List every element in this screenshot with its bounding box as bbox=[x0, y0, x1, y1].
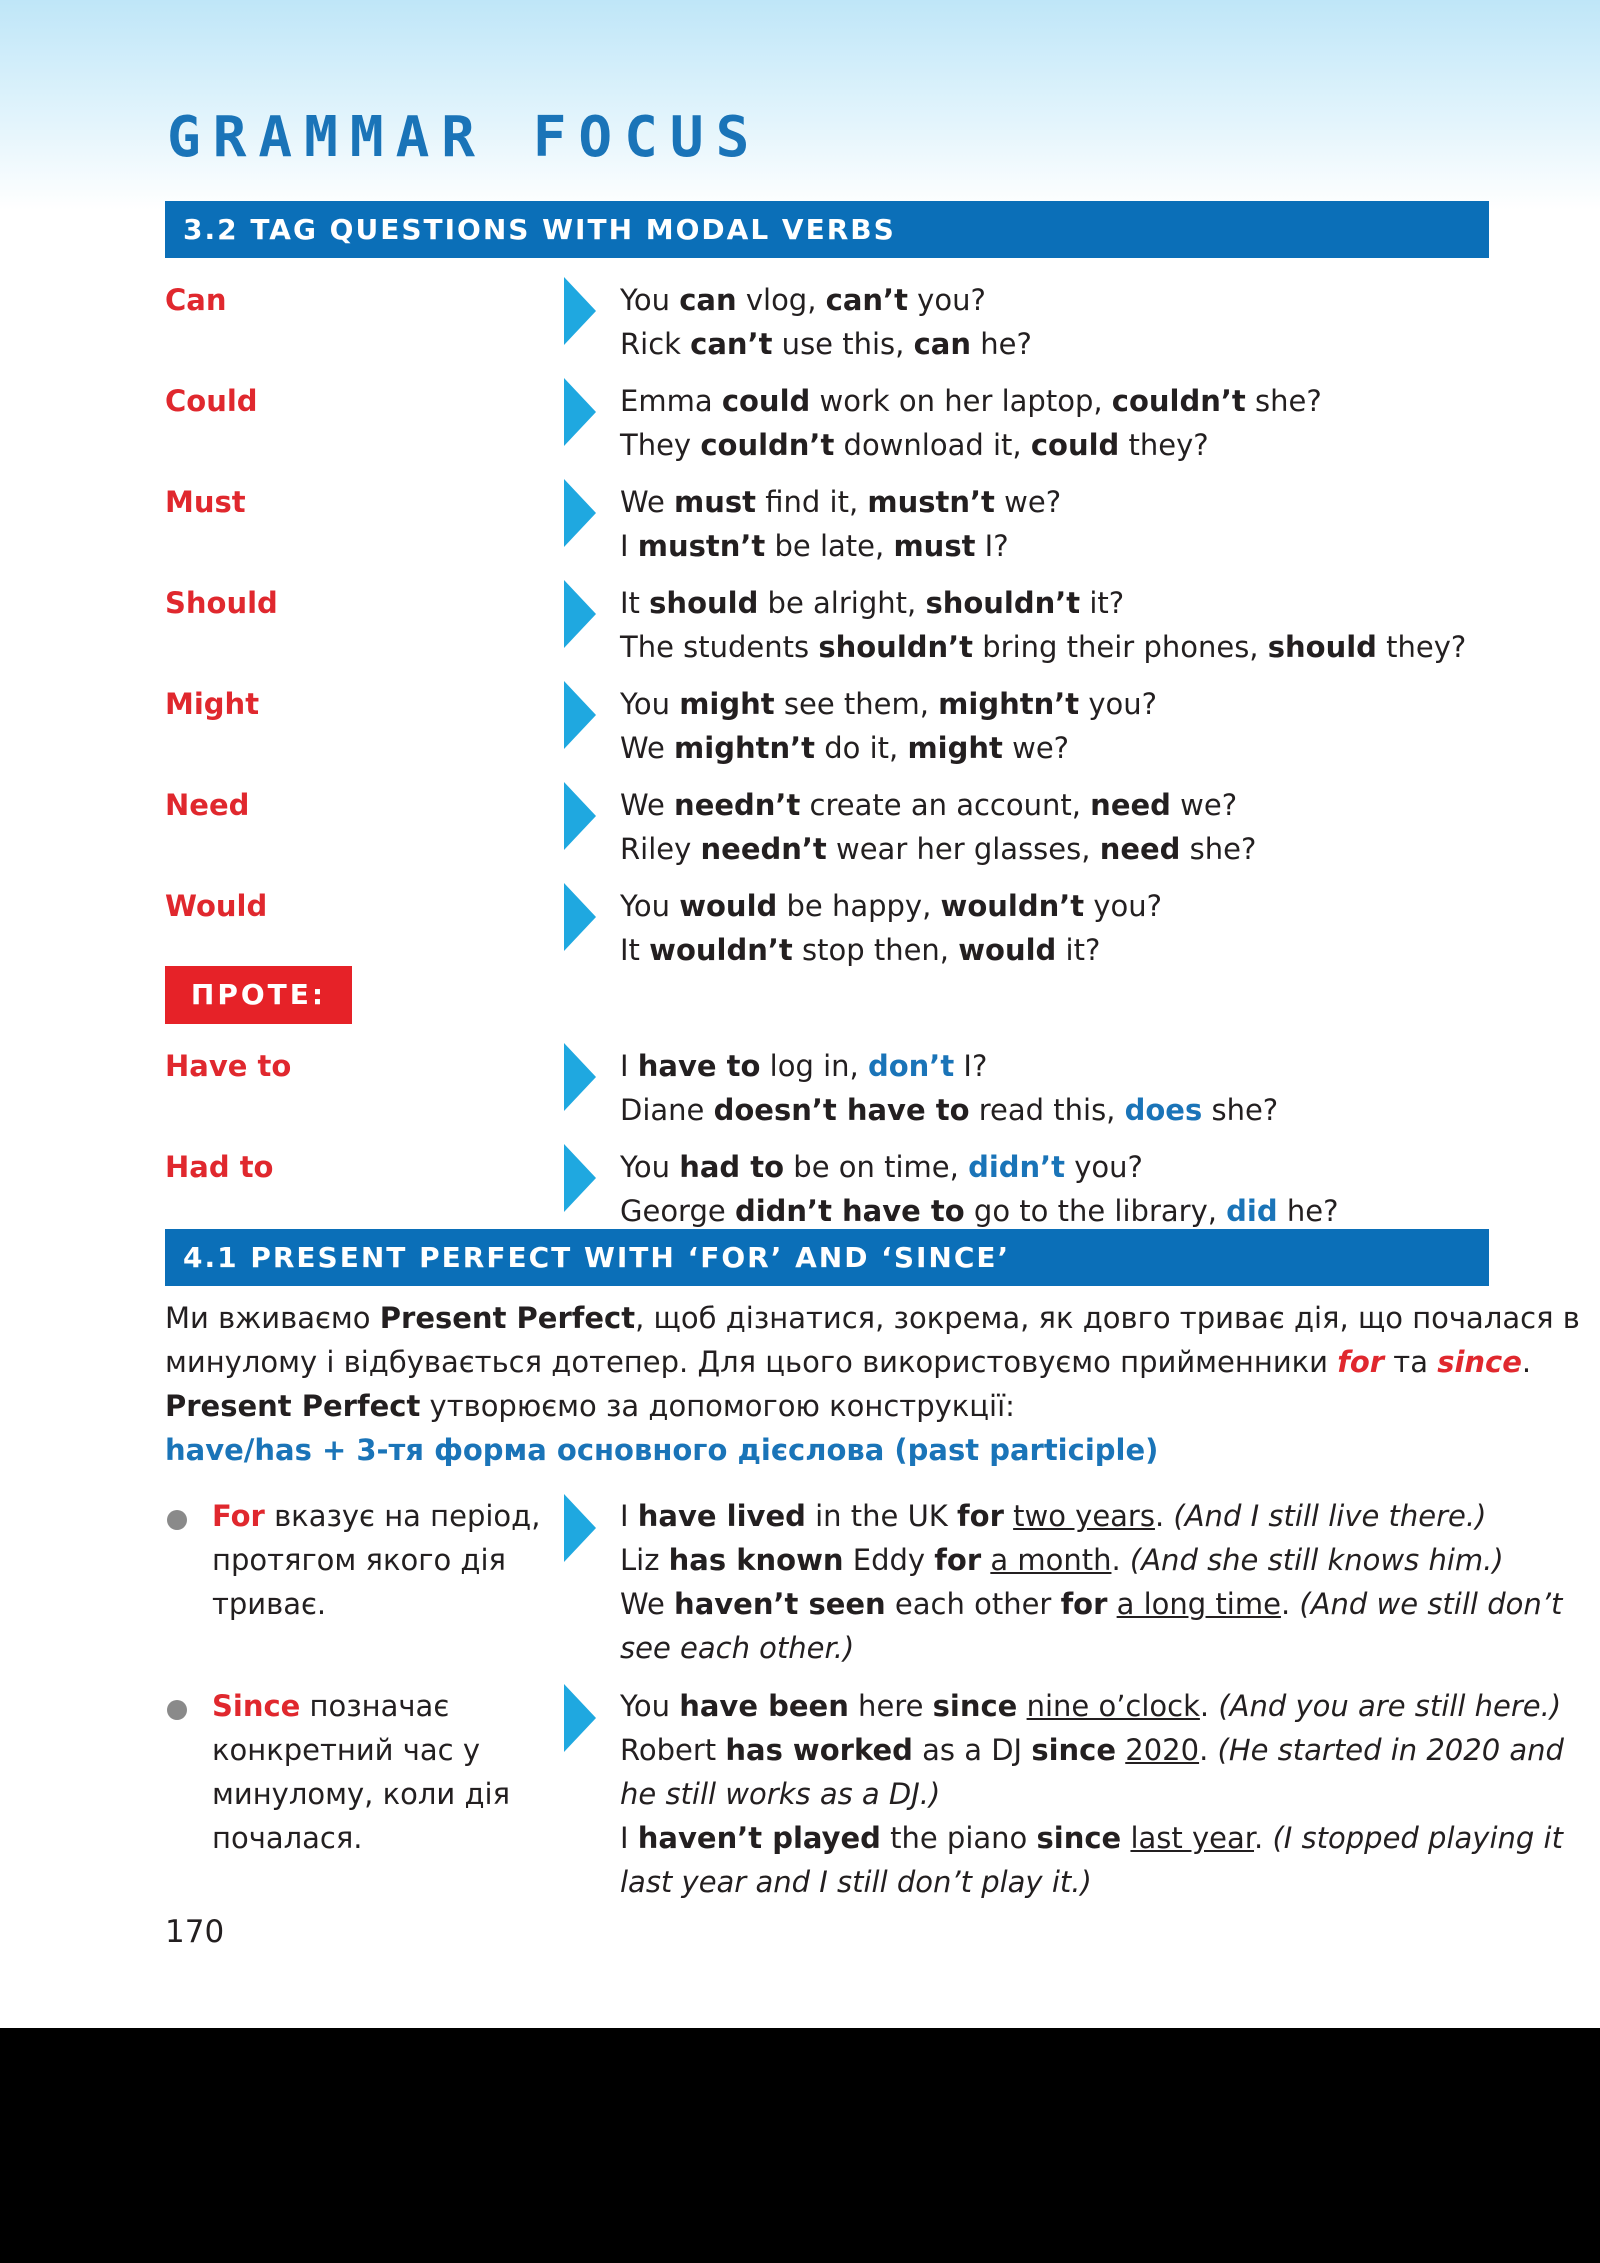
arrow-icon bbox=[564, 883, 596, 951]
text-segment: can’t bbox=[825, 283, 908, 317]
page-number: 170 bbox=[165, 1914, 225, 1950]
text-segment: Present Perfect bbox=[379, 1301, 636, 1335]
text-segment: You bbox=[620, 283, 680, 317]
text-segment: (And we still don’t bbox=[1299, 1587, 1563, 1621]
text-segment: does bbox=[1124, 1093, 1203, 1127]
example-sentence bbox=[620, 1728, 1564, 1772]
text-segment: (And you are still here.) bbox=[1218, 1689, 1562, 1723]
text-segment: . bbox=[1199, 1733, 1218, 1767]
text-segment: утворюємо за допомогою конструкції: bbox=[420, 1389, 1015, 1423]
text-segment: та bbox=[1384, 1345, 1438, 1379]
text-segment: use this, bbox=[772, 327, 914, 361]
text-segment: mustn’t bbox=[637, 529, 766, 563]
text-segment: We bbox=[620, 485, 675, 519]
text-segment: she? bbox=[1180, 832, 1257, 866]
usage-description bbox=[212, 1494, 540, 1538]
text-segment: (And I still live there.) bbox=[1173, 1499, 1487, 1533]
text-segment: , щоб дізнатися, зокрема, як довго триває дія, що почалася в bbox=[635, 1301, 1580, 1335]
text-segment: be happy, bbox=[777, 889, 941, 923]
text-segment: can bbox=[679, 283, 737, 317]
text-segment: he still works as a DJ.) bbox=[620, 1777, 941, 1811]
text-segment: 2020 bbox=[1125, 1733, 1200, 1767]
example-sentence bbox=[620, 1189, 1338, 1233]
text-segment: for bbox=[1060, 1587, 1108, 1621]
text-segment: we? bbox=[994, 485, 1062, 519]
text-segment: Eddy bbox=[843, 1543, 935, 1577]
example-sentence bbox=[620, 1494, 1486, 1538]
modal-label: Had to bbox=[165, 1150, 274, 1184]
arrow-icon bbox=[564, 479, 596, 547]
text-segment: download it, bbox=[834, 428, 1031, 462]
text-segment: must bbox=[893, 529, 976, 563]
modal-label: Should bbox=[165, 586, 278, 620]
text-segment: for bbox=[1337, 1345, 1385, 1379]
text-segment: they? bbox=[1376, 630, 1467, 664]
text-segment: George bbox=[620, 1194, 735, 1228]
text-segment: You bbox=[620, 1689, 680, 1723]
text-segment: I? bbox=[954, 1049, 988, 1083]
text-segment: she? bbox=[1245, 384, 1322, 418]
example-sentence bbox=[620, 379, 1322, 423]
text-segment: since bbox=[1031, 1733, 1117, 1767]
text-segment: bring their phones, bbox=[973, 630, 1268, 664]
text-segment: doesn’t have to bbox=[713, 1093, 970, 1127]
text-segment: Rick bbox=[620, 327, 691, 361]
arrow-icon bbox=[564, 1043, 596, 1111]
text-segment: I bbox=[620, 1049, 638, 1083]
text-segment: work on her laptop, bbox=[810, 384, 1112, 418]
usage-description bbox=[212, 1538, 506, 1582]
text-segment: she? bbox=[1202, 1093, 1279, 1127]
example-sentence bbox=[620, 1044, 987, 1088]
text-segment: be alright, bbox=[758, 586, 926, 620]
text-segment: in the UK bbox=[805, 1499, 958, 1533]
bullet-icon bbox=[167, 1700, 187, 1720]
text-segment: can bbox=[913, 327, 971, 361]
arrow-icon bbox=[564, 378, 596, 446]
text-segment: find it, bbox=[756, 485, 868, 519]
usage-description bbox=[212, 1728, 480, 1772]
example-sentence bbox=[620, 423, 1209, 467]
text-segment: last year bbox=[1130, 1821, 1255, 1855]
example-sentence bbox=[620, 1538, 1504, 1582]
text-segment: I bbox=[620, 529, 638, 563]
text-segment: We bbox=[620, 788, 675, 822]
text-segment: . bbox=[1254, 1821, 1273, 1855]
text-segment: do it, bbox=[815, 731, 908, 765]
text-segment: couldn’t bbox=[1111, 384, 1246, 418]
text-segment: could bbox=[721, 384, 811, 418]
text-segment: Riley bbox=[620, 832, 701, 866]
text-segment: we? bbox=[1002, 731, 1070, 765]
text-segment: We bbox=[620, 1587, 675, 1621]
text-segment: as a DJ bbox=[912, 1733, 1032, 1767]
example-sentence bbox=[620, 1626, 854, 1670]
text-segment: can’t bbox=[690, 327, 773, 361]
text-segment bbox=[1017, 1689, 1026, 1723]
text-segment: since bbox=[1437, 1345, 1522, 1379]
usage-description bbox=[212, 1684, 449, 1728]
text-segment: had to bbox=[679, 1150, 785, 1184]
text-segment: don’t bbox=[867, 1049, 955, 1083]
text-segment: Liz bbox=[620, 1543, 669, 1577]
text-segment: each other bbox=[885, 1587, 1061, 1621]
text-segment: конкретний час у bbox=[212, 1733, 480, 1767]
text-segment: might bbox=[907, 731, 1003, 765]
text-segment: haven’t played bbox=[637, 1821, 881, 1855]
text-segment: must bbox=[674, 485, 757, 519]
example-sentence bbox=[620, 1772, 940, 1816]
text-segment: wear her glasses, bbox=[826, 832, 1100, 866]
example-sentence bbox=[620, 480, 1061, 524]
text-segment: . bbox=[1521, 1345, 1532, 1379]
text-segment: You bbox=[620, 1150, 680, 1184]
text-segment: Present Perfect bbox=[165, 1389, 421, 1423]
text-segment: has worked bbox=[725, 1733, 913, 1767]
text-segment bbox=[1004, 1499, 1013, 1533]
text-segment: be late, bbox=[765, 529, 894, 563]
text-segment: last year and I still don’t play it.) bbox=[620, 1865, 1092, 1899]
text-segment: has known bbox=[668, 1543, 844, 1577]
text-segment: need bbox=[1099, 832, 1181, 866]
text-segment: should bbox=[1267, 630, 1377, 664]
text-segment: (He started in 2020 and bbox=[1217, 1733, 1564, 1767]
text-segment: you? bbox=[1084, 889, 1163, 923]
text-segment: We bbox=[620, 731, 675, 765]
example-sentence bbox=[620, 278, 986, 322]
text-segment: be on time, bbox=[784, 1150, 969, 1184]
arrow-icon bbox=[564, 1494, 596, 1562]
text-segment: (I stopped playing it bbox=[1272, 1821, 1563, 1855]
intro-line bbox=[165, 1384, 1015, 1428]
text-segment: it? bbox=[1056, 933, 1101, 967]
arrow-icon bbox=[564, 277, 596, 345]
text-segment: shouldn’t bbox=[818, 630, 974, 664]
text-segment: a month bbox=[990, 1543, 1112, 1577]
usage-description bbox=[212, 1816, 363, 1860]
text-segment: For bbox=[212, 1499, 265, 1533]
text-segment: nine o’clock bbox=[1026, 1689, 1200, 1723]
page-title: GRAMMAR FOCUS bbox=[167, 105, 762, 170]
text-segment: It bbox=[620, 586, 650, 620]
text-segment: have been bbox=[679, 1689, 849, 1723]
text-segment: . bbox=[1199, 1689, 1219, 1723]
text-segment: create an account, bbox=[800, 788, 1091, 822]
text-segment: I bbox=[620, 1821, 638, 1855]
text-segment: Ми вживаємо bbox=[165, 1301, 380, 1335]
text-segment: The students bbox=[620, 630, 819, 664]
modal-label: Would bbox=[165, 889, 268, 923]
text-segment: You bbox=[620, 889, 680, 923]
text-segment: it? bbox=[1080, 586, 1125, 620]
text-segment: . bbox=[1111, 1543, 1130, 1577]
example-sentence bbox=[620, 682, 1157, 726]
modal-label: Might bbox=[165, 687, 260, 721]
text-segment: a long time bbox=[1116, 1587, 1281, 1621]
text-segment: he? bbox=[971, 327, 1032, 361]
text-segment: might bbox=[679, 687, 775, 721]
example-sentence bbox=[620, 1582, 1562, 1626]
text-segment: It bbox=[620, 933, 650, 967]
text-segment: stop then, bbox=[792, 933, 959, 967]
modal-label: Can bbox=[165, 283, 227, 317]
arrow-icon bbox=[564, 681, 596, 749]
text-segment: didn’t have to bbox=[734, 1194, 965, 1228]
example-sentence bbox=[620, 726, 1069, 770]
modal-label: Must bbox=[165, 485, 246, 519]
example-sentence bbox=[620, 524, 1009, 568]
example-sentence bbox=[620, 625, 1466, 669]
text-segment: they? bbox=[1119, 428, 1209, 462]
example-sentence bbox=[620, 1088, 1278, 1132]
example-sentence bbox=[620, 1145, 1143, 1189]
text-segment: needn’t bbox=[674, 788, 801, 822]
usage-description bbox=[212, 1582, 326, 1626]
text-segment: have lived bbox=[637, 1499, 806, 1533]
usage-description bbox=[212, 1772, 510, 1816]
modal-label: Have to bbox=[165, 1049, 292, 1083]
text-segment: haven’t seen bbox=[674, 1587, 886, 1621]
example-sentence bbox=[620, 884, 1162, 928]
text-segment: need bbox=[1090, 788, 1171, 822]
text-segment: go to the library, bbox=[964, 1194, 1227, 1228]
text-segment: They bbox=[620, 428, 701, 462]
arrow-icon bbox=[564, 782, 596, 850]
text-segment: wouldn’t bbox=[940, 889, 1085, 923]
text-segment: I bbox=[620, 1499, 638, 1533]
section-heading-tag-questions: 3.2 TAG QUESTIONS WITH MODAL VERBS bbox=[165, 201, 1489, 258]
text-segment: here bbox=[848, 1689, 933, 1723]
text-segment: (And she still knows him.) bbox=[1129, 1543, 1504, 1577]
text-segment: couldn’t bbox=[700, 428, 835, 462]
text-segment: вказує на період, bbox=[264, 1499, 541, 1533]
modal-label: Need bbox=[165, 788, 250, 822]
text-segment: триває. bbox=[212, 1587, 327, 1621]
text-segment: почалася. bbox=[212, 1821, 363, 1855]
arrow-icon bbox=[564, 1684, 596, 1752]
text-segment: see each other.) bbox=[620, 1631, 855, 1665]
text-segment: would bbox=[679, 889, 778, 923]
text-segment: mustn’t bbox=[867, 485, 995, 519]
intro-line bbox=[165, 1340, 1531, 1384]
arrow-icon bbox=[564, 1144, 596, 1212]
text-segment: since bbox=[1036, 1821, 1122, 1855]
text-segment: did bbox=[1226, 1194, 1278, 1228]
text-segment bbox=[1116, 1733, 1125, 1767]
text-segment: two years bbox=[1013, 1499, 1155, 1533]
text-segment: you? bbox=[907, 283, 986, 317]
text-segment: Diane bbox=[620, 1093, 714, 1127]
text-segment: mightn’t bbox=[674, 731, 815, 765]
text-segment: read this, bbox=[969, 1093, 1125, 1127]
example-sentence bbox=[620, 827, 1256, 871]
text-segment: he? bbox=[1277, 1194, 1339, 1228]
text-segment: wouldn’t bbox=[649, 933, 793, 967]
text-segment: Since bbox=[212, 1689, 301, 1723]
example-sentence bbox=[620, 1684, 1561, 1728]
formula: have/has + 3-тя форма основного дієслова (past participle) bbox=[165, 1433, 1159, 1467]
text-segment: You bbox=[620, 687, 680, 721]
text-segment: you? bbox=[1079, 687, 1158, 721]
arrow-icon bbox=[564, 580, 596, 648]
modal-label: Could bbox=[165, 384, 258, 418]
example-sentence bbox=[620, 581, 1124, 625]
text-segment: минулому і відбувається дотепер. Для цього використовуємо прийменники bbox=[165, 1345, 1338, 1379]
text-segment: shouldn’t bbox=[925, 586, 1081, 620]
text-segment: . bbox=[1280, 1587, 1300, 1621]
text-segment: for bbox=[934, 1543, 982, 1577]
example-sentence bbox=[620, 928, 1100, 972]
text-segment: the piano bbox=[880, 1821, 1037, 1855]
text-segment: I? bbox=[975, 529, 1009, 563]
text-segment: could bbox=[1030, 428, 1120, 462]
text-segment: Robert bbox=[620, 1733, 726, 1767]
text-segment: минулому, коли дія bbox=[212, 1777, 511, 1811]
section-heading-present-perfect: 4.1 PRESENT PERFECT WITH ‘FOR’ AND ‘SINCE’ bbox=[165, 1229, 1489, 1286]
example-sentence bbox=[620, 1860, 1092, 1904]
text-segment: vlog, bbox=[736, 283, 826, 317]
text-segment: would bbox=[958, 933, 1057, 967]
text-segment: . bbox=[1154, 1499, 1174, 1533]
however-badge: ПРОТЕ: bbox=[165, 966, 352, 1024]
text-segment: should bbox=[649, 586, 759, 620]
text-segment: позначає bbox=[300, 1689, 450, 1723]
text-segment: mightn’t bbox=[938, 687, 1080, 721]
text-segment: for bbox=[957, 1499, 1004, 1533]
intro-line bbox=[165, 1296, 1580, 1340]
text-segment: Emma bbox=[620, 384, 722, 418]
text-segment: you? bbox=[1065, 1150, 1143, 1184]
text-segment: log in, bbox=[760, 1049, 868, 1083]
example-sentence bbox=[620, 322, 1032, 366]
text-segment: we? bbox=[1170, 788, 1238, 822]
text-segment: didn’t bbox=[968, 1150, 1066, 1184]
example-sentence bbox=[620, 783, 1237, 827]
text-segment bbox=[981, 1543, 990, 1577]
example-sentence bbox=[620, 1816, 1563, 1860]
text-segment: протягом якого дія bbox=[212, 1543, 506, 1577]
text-segment: since bbox=[932, 1689, 1018, 1723]
bullet-icon bbox=[167, 1510, 187, 1530]
text-segment: needn’t bbox=[700, 832, 827, 866]
text-segment: have to bbox=[637, 1049, 761, 1083]
text-segment: see them, bbox=[774, 687, 939, 721]
text-segment bbox=[1107, 1587, 1116, 1621]
